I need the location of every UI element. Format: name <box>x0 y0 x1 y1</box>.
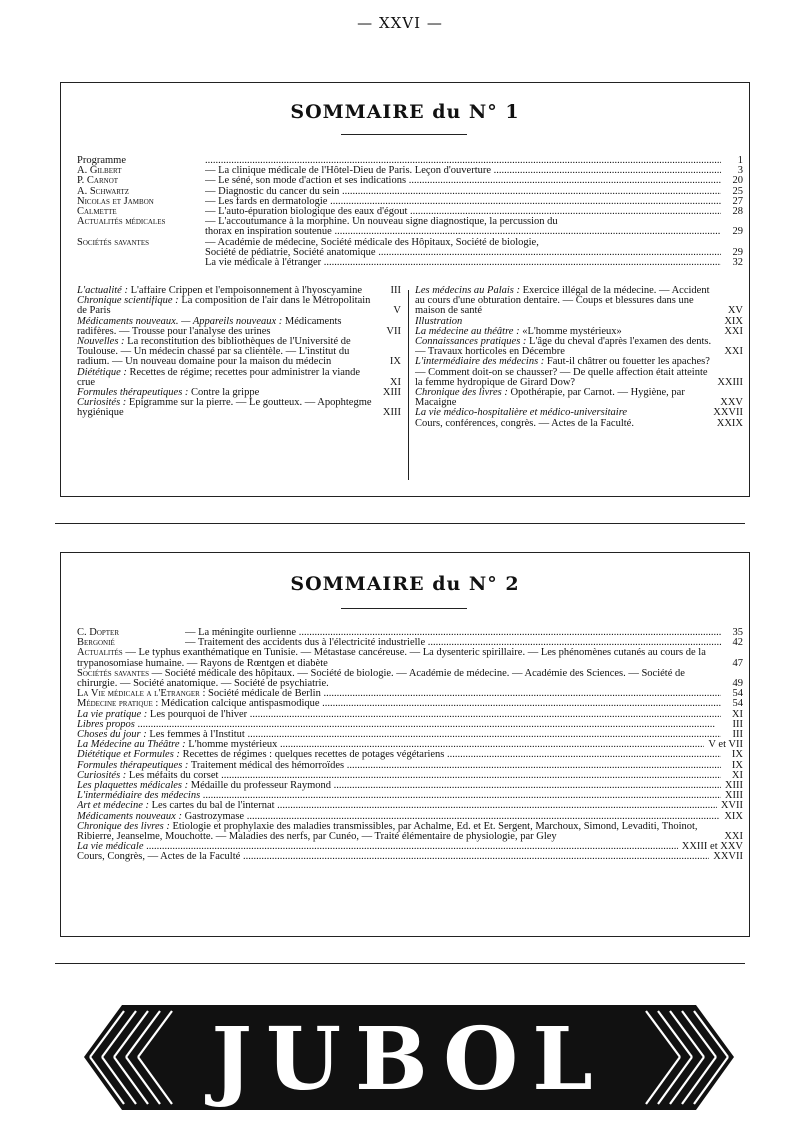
entry-heading: La médecine au théâtre : <box>415 326 520 337</box>
toc-page: XI <box>731 708 743 720</box>
toc-text: Les pourquoi de l'hiver <box>149 709 248 720</box>
toc-page: XIII <box>724 790 743 802</box>
toc-row <box>77 248 743 258</box>
summary-title-1: SOMMAIRE du N° 1 <box>290 101 520 123</box>
toc-row <box>77 699 743 709</box>
toc-page: V et VII <box>708 739 743 751</box>
summary-1-author-list <box>77 156 743 268</box>
toc-row <box>77 791 743 801</box>
entry-page: V <box>393 305 401 317</box>
toc-page: 54 <box>732 698 743 710</box>
column-entry <box>415 388 743 408</box>
column-divider <box>408 290 409 480</box>
toc-text: L'homme mystérieux <box>188 740 278 751</box>
entry-heading: La vie médico-hospitalière et médico-universitaire <box>415 408 628 419</box>
toc-row <box>77 720 743 730</box>
toc-row <box>77 689 743 699</box>
column-entry <box>77 286 401 296</box>
column-entry <box>415 337 743 357</box>
toc-row <box>77 197 743 207</box>
toc-author: A. Gilbert <box>77 165 122 177</box>
toc-text: Les cartes du bal de l'internat <box>151 801 275 812</box>
toc-row <box>77 648 743 668</box>
toc-author: C. Dopter <box>77 627 120 638</box>
toc-page: XVII <box>720 800 743 812</box>
entry-text: Exercice illégal de la médecine. — Accident au cours d'une obturation dentaire. — Coups et blessures dans une maison de santé <box>415 286 710 317</box>
toc-page: 20 <box>732 175 743 187</box>
entry-page: XXV <box>720 397 743 409</box>
toc-author: Bergonié <box>77 637 115 649</box>
toc-text: thorax en inspiration soutenue ..... <box>205 227 721 237</box>
toc-row <box>77 750 743 760</box>
toc-page: 49 <box>732 678 743 690</box>
toc-page: 3 <box>737 165 743 177</box>
toc-text: Gastrozymase <box>184 811 245 822</box>
column-entry <box>77 296 401 316</box>
toc-author: La vie médicale <box>77 842 144 853</box>
toc-page: IX <box>731 759 743 771</box>
entry-heading: L'intermédiaire des médecins : <box>415 357 545 368</box>
section-divider <box>55 523 745 524</box>
toc-page: III <box>732 718 743 730</box>
jubol-advertisement <box>84 1005 734 1110</box>
entry-heading: Chronique des livres : <box>415 388 508 399</box>
jubol-logo-text: JUBOL <box>211 1009 607 1110</box>
entry-page: VII <box>386 325 401 337</box>
toc-text: — Le séné, son mode d'action et ses indications ..... <box>205 176 721 186</box>
toc-text: Etiologie et prophylaxie des maladies transmissibles, par Achalme, Ed. et Et. Sergent, Marchoux, Simond, Levaditi, Thoinot, Ribierre, Jeanselme, Mouchotte. — Maladies des nerfs, par Cunéo, — Traité élémentaire de physiologie, par Gley <box>77 821 698 843</box>
entry-heading: Curiosités : <box>77 398 127 409</box>
toc-text: — L'accoutumance à la morphine. Un nouveau signe diagnostique, la percussion du <box>205 217 558 228</box>
toc-row <box>77 638 743 648</box>
entry-heading: Illustration <box>415 316 463 327</box>
toc-text: — Société médicale des hôpitaux. — Société de biologie. — Académie de médecine. — Académie des Sciences. — Société de chirurgie. — Société anatomique. — Société de psychiatrie. <box>77 668 685 690</box>
toc-author: Choses du jour : <box>77 730 147 741</box>
entry-text: Recettes de régime; recettes pour administrer la viande crue <box>77 367 361 388</box>
left-column <box>77 286 401 419</box>
entry-text: L'affaire Crippen et l'empoisonnement à l'hyoscyamine <box>130 286 363 296</box>
toc-text: — La méningite ourlienne ..... <box>185 628 721 638</box>
toc-author: Formules thérapeutiques : <box>77 760 189 771</box>
entry-text: Contre la grippe <box>191 388 260 399</box>
entry-page: XXVII <box>713 407 743 419</box>
toc-author: Actualités médicales <box>77 216 166 228</box>
entry-page: XXIX <box>716 417 743 429</box>
toc-row <box>77 801 743 811</box>
entry-page: XIX <box>724 315 743 327</box>
toc-text: Les femmes à l'Institut <box>149 730 245 741</box>
toc-row <box>77 217 743 227</box>
entry-text: La reconstitution des bibliothèques de l'Université de Toulouse. — Un médecin chassé par sa clientèle. — L'institut du radium. — Un nouveau domaine pour la maison du médecin <box>77 337 351 368</box>
entry-text: Epigramme sur la pierre. — Le goutteux. — Apophtegme hygiénique <box>77 398 372 419</box>
toc-author: P. Carnot <box>77 175 119 187</box>
toc-page: 47 <box>732 657 743 669</box>
toc-text: — La clinique médicale de l'Hôtel-Dieu de Paris. Leçon d'ouverture ..... <box>205 166 721 176</box>
column-entry <box>415 286 743 317</box>
toc-row <box>77 771 743 781</box>
toc-page: 28 <box>732 206 743 218</box>
entry-page: XV <box>727 305 743 317</box>
toc-row <box>77 156 743 166</box>
toc-text: — Académie de médecine, Société médicale des Hôpitaux, Société de biologie, <box>205 237 539 248</box>
column-entry <box>415 408 743 418</box>
toc-page: XIII <box>724 780 743 792</box>
entry-page: IX <box>389 356 401 368</box>
toc-author: Sociétés savantes <box>77 236 149 248</box>
toc-author: Libres propos <box>77 719 135 730</box>
toc-author: Art et médecine : <box>77 801 150 812</box>
toc-author: Sociétés savantes <box>77 668 149 679</box>
entry-heading: Chronique scientifique : <box>77 296 179 307</box>
column-entry <box>77 388 401 398</box>
toc-author: Chronique des livres : <box>77 821 170 832</box>
toc-row <box>77 166 743 176</box>
toc-text: — Le typhus exanthématique en Tunisie. — Métastase cancéreuse. — La dysenteric spirillaire. — Les phénomènes cutanés au cours de la trypanosomiase humaine. — Rayons de Rœntgen et diabète <box>77 648 706 669</box>
toc-row <box>77 669 743 689</box>
entry-text: Faut-il châtrer ou fouetter les apaches? — Comment doit-on se chausser? — De quelle affection était atteinte la femme hydropique de Girard Dow? <box>415 357 710 388</box>
entry-heading: Nouvelles : <box>77 337 125 348</box>
entry-page: XXI <box>724 325 743 337</box>
toc-text: Traitement médical des hémorroïdes <box>190 760 345 771</box>
toc-author: A. Schwartz <box>77 185 130 197</box>
section-divider <box>55 963 745 964</box>
toc-text: — L'auto-épuration biologique des eaux d'égout ..... <box>205 207 721 217</box>
toc-row <box>77 761 743 771</box>
entry-heading: Diététique : <box>77 367 127 378</box>
toc-row <box>77 207 743 217</box>
column-entry <box>77 368 401 388</box>
summary-2-list <box>77 628 743 863</box>
toc-text: Société médicale de Berlin <box>208 689 321 700</box>
toc-page: XXIII et XXV <box>681 841 743 853</box>
toc-page: 29 <box>732 246 743 258</box>
toc-page: XXVII <box>713 851 743 863</box>
toc-row <box>77 822 743 842</box>
toc-text: — Traitement des accidents dus à l'électricité industrielle ..... <box>185 638 721 648</box>
entry-text: «L'homme mystérieux» <box>522 326 622 337</box>
toc-row <box>77 812 743 822</box>
toc-author: La Médecine au Théâtre : <box>77 740 186 751</box>
toc-text: Médication calcique antispasmodique <box>160 699 320 710</box>
toc-author: Nicolas et Jambon <box>77 195 154 207</box>
toc-author: Médecine pratique : <box>77 699 159 710</box>
entry-text: Cours, conférences, congrès. — Actes de la Faculté. <box>415 418 634 429</box>
column-entry <box>415 317 743 327</box>
entry-heading: Formules thérapeutiques : <box>77 388 189 399</box>
toc-text: — Les fards en dermatologie ..... <box>205 197 721 207</box>
entry-heading: Médicaments nouveaux. — Appareils nouveaux : <box>77 316 283 327</box>
toc-author: Médicaments nouveaux : <box>77 811 182 822</box>
column-entry <box>415 357 743 388</box>
title-rule <box>341 134 467 135</box>
toc-page: 29 <box>732 226 743 238</box>
toc-page: 27 <box>732 195 743 207</box>
toc-row <box>77 176 743 186</box>
toc-row <box>77 740 743 750</box>
toc-page: XIX <box>724 810 743 822</box>
toc-author: Diététique et Formules : <box>77 750 180 761</box>
toc-row <box>77 227 743 237</box>
entry-page: XIII <box>382 387 401 399</box>
toc-text: La vie médicale à l'étranger ..... <box>205 258 721 268</box>
title-rule <box>341 608 467 609</box>
toc-author: La Vie médicale a l'Étranger : <box>77 689 206 700</box>
toc-page: IX <box>731 749 743 761</box>
entry-text: L'âge du cheval d'après l'examen des dents. — Travaux horticoles en Décembre <box>415 337 712 358</box>
entry-text: Opothérapie, par Carnot. — Hygiène, par Macaigne <box>415 388 685 409</box>
toc-author: Les plaquettes médicales : <box>77 781 189 792</box>
entry-text: La composition de l'air dans le Métropolitain de Paris <box>77 296 371 317</box>
toc-author: Actualités <box>77 648 123 659</box>
toc-row <box>77 258 743 268</box>
toc-row <box>77 842 743 852</box>
column-entry <box>415 327 743 337</box>
toc-author: L'intermédiaire des médecins <box>77 791 201 802</box>
toc-author: Programme <box>77 155 126 166</box>
toc-text: Société de pédiatrie, Société anatomique ..... <box>205 248 721 258</box>
column-entry <box>77 317 401 337</box>
page-number-header: — XXVI — <box>357 14 443 32</box>
right-column <box>415 286 743 429</box>
toc-row <box>77 187 743 197</box>
toc-page: 1 <box>737 155 743 166</box>
toc-page: 25 <box>732 185 743 197</box>
summary-title-2: SOMMAIRE du N° 2 <box>290 573 520 595</box>
entry-text: Médicaments radifères. — Trousse pour l'analyse des urines <box>77 316 342 337</box>
entry-page: XXIII <box>717 376 743 388</box>
toc-page: 54 <box>732 688 743 700</box>
toc-row <box>77 628 743 638</box>
summary-box-2 <box>60 552 750 937</box>
toc-page: 32 <box>732 257 743 269</box>
toc-page: III <box>732 729 743 741</box>
toc-author: La vie pratique : <box>77 709 148 720</box>
summary-box-1 <box>60 82 750 497</box>
toc-text <box>205 156 721 166</box>
entry-page: XXI <box>724 346 743 358</box>
entry-heading: Connaissances pratiques : <box>415 337 527 348</box>
toc-author: Curiosités : <box>77 770 127 781</box>
toc-author: Cours, Congrès, — Actes de la Faculté <box>77 852 241 863</box>
toc-page: XXI <box>724 831 743 843</box>
toc-text: Les méfaits du corset <box>128 770 219 781</box>
entry-heading: L'actualité : <box>77 286 128 296</box>
column-entry <box>77 398 401 418</box>
toc-row <box>77 730 743 740</box>
toc-page: 35 <box>732 627 743 638</box>
column-entry <box>415 419 743 429</box>
entry-page: XI <box>389 376 401 388</box>
toc-row <box>77 781 743 791</box>
toc-author: Calmette <box>77 206 117 218</box>
toc-row <box>77 852 743 862</box>
entry-page: XIII <box>382 407 401 419</box>
toc-text: Recettes de régimes : quelques recettes de potages végétariens <box>182 750 445 761</box>
toc-row <box>77 238 743 248</box>
toc-page: 42 <box>732 637 743 649</box>
toc-page: XI <box>731 769 743 781</box>
toc-text: — Diagnostic du cancer du sein ..... <box>205 187 721 197</box>
column-entry <box>77 337 401 368</box>
toc-row <box>77 710 743 720</box>
entry-heading: Les médecins au Palais : <box>415 286 520 296</box>
toc-text: Médaille du professeur Raymond <box>190 781 331 792</box>
entry-page: III <box>390 285 401 296</box>
